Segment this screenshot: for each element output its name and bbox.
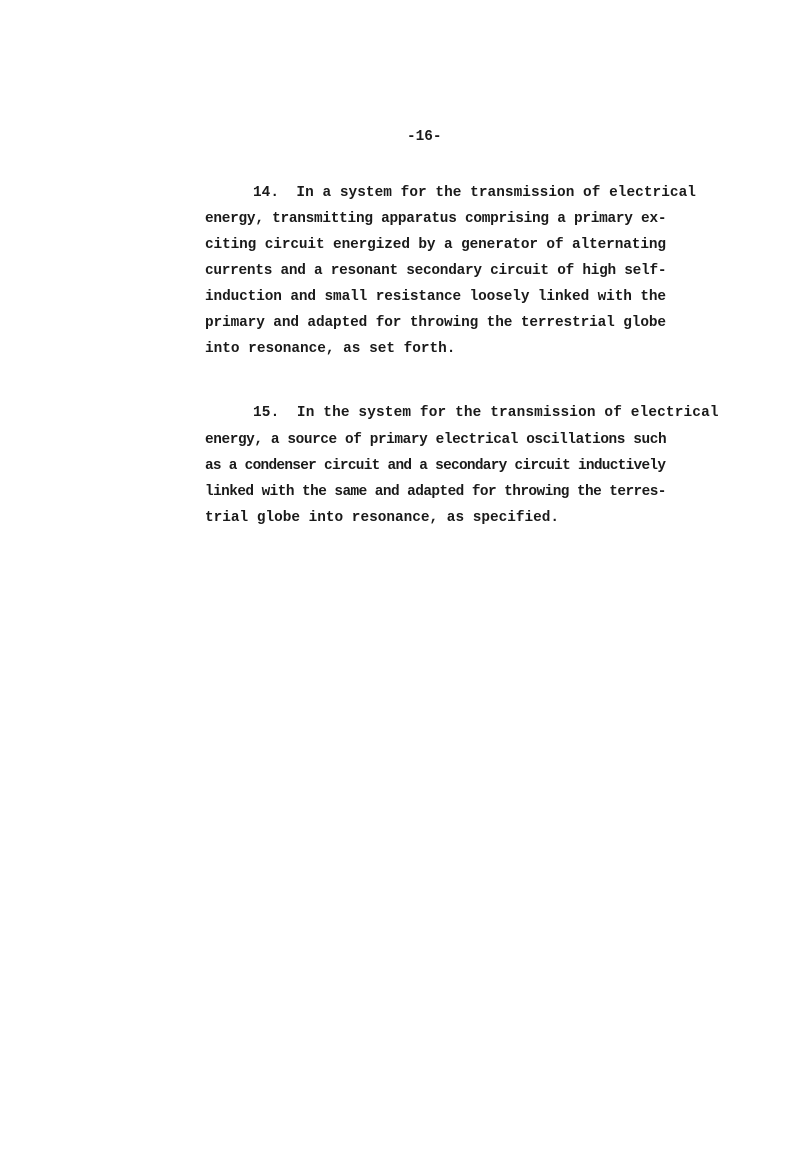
claim-line: as a condenser circuit and a secondary circuit inductively bbox=[205, 458, 666, 474]
claim-line: 15. In the system for the transmission of electrical bbox=[253, 405, 719, 421]
claim-line: currents and a resonant secondary circuit of high self- bbox=[205, 263, 667, 279]
page-number: -16- bbox=[407, 129, 442, 145]
claim-line: trial globe into resonance, as specified. bbox=[205, 510, 560, 526]
claim-line: energy, a source of primary electrical oscillations such bbox=[205, 432, 667, 448]
claim-line: linked with the same and adapted for throwing the terres- bbox=[205, 484, 666, 500]
claim-line: 14. In a system for the transmission of electrical bbox=[253, 185, 696, 201]
claim-line: into resonance, as set forth. bbox=[205, 341, 456, 357]
claim-line: induction and small resistance loosely linked with the bbox=[205, 289, 666, 305]
claim-line: citing circuit energized by a generator of alternating bbox=[205, 237, 666, 253]
claim-line: primary and adapted for throwing the terrestrial globe bbox=[205, 315, 666, 331]
claim-line: energy, transmitting apparatus comprising a primary ex- bbox=[205, 211, 667, 227]
